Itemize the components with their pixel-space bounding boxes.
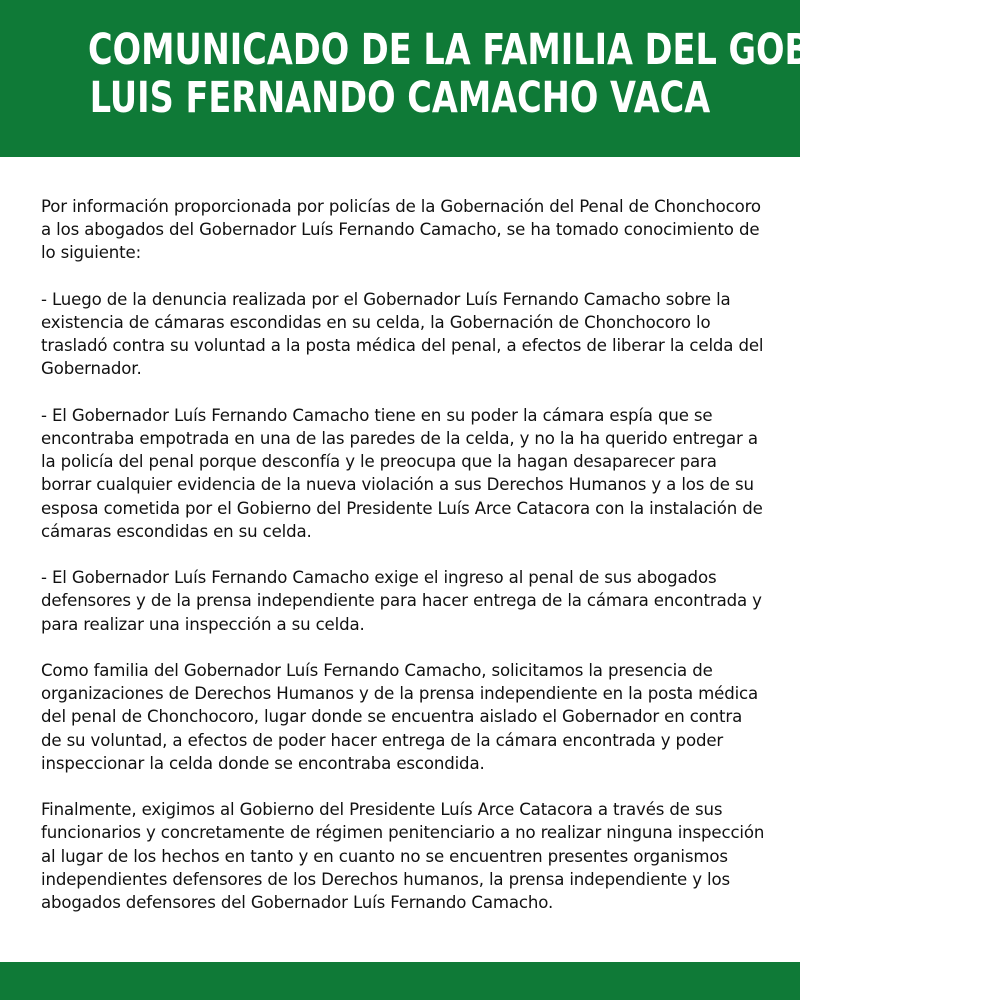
statement-body: [41, 195, 766, 937]
family-request-paragraph: Como familia del Gobernador Luís Fernando Camacho, solicitamos la presencia de organizaciones de Derechos Humanos y de la prensa independiente en la posta médica del penal de Chonchocoro, lugar donde se encuentra aislado el Gobernador en contra de su voluntad, a efectos de poder hacer entrega de la cámara encontrada y poder inspeccionar la celda donde se encontraba escondida.: [41, 661, 759, 773]
intro-paragraph: Por información proporcionada por policías de la Gobernación del Penal de Chonchocoro a los abogados del Gobernador Luís Fernando Camacho, se ha tomado conocimiento de lo siguiente:: [41, 197, 761, 263]
point-transfer-paragraph: - Luego de la denuncia realizada por el Gobernador Luís Fernando Camacho sobre la existencia de cámaras escondidas en su celda, la Gobernación de Chonchocoro lo trasladó contra su voluntad a la posta médica del penal, a efectos de liberar la celda del Gobernador.: [41, 289, 764, 379]
header-banner: [0, 0, 995, 157]
title-line-1: COMUNICADO DE LA FAMILIA DEL GOBERNADOR: [88, 25, 995, 75]
point-demand-paragraph: - El Gobernador Luís Fernando Camacho exige el ingreso al penal de sus abogados defensores y de la prensa independiente para hacer entrega de la cámara encontrada y para realizar una inspección a su celda.: [41, 568, 762, 634]
closing-paragraph: Finalmente, exigimos al Gobierno del Presidente Luís Arce Catacora a través de sus funcionarios y concretamente de régimen penitenciario a no realizar ninguna inspección al lugar de los hechos en tanto y en cuanto no se encuentren presentes organismos independientes defensores de los Derechos humanos, la prensa independiente y los abogados defensores del Gobernador Luís Fernando Camacho.: [41, 800, 765, 913]
footer-bar: [0, 962, 800, 1000]
point-camera-paragraph: - El Gobernador Luís Fernando Camacho tiene en su poder la cámara espía que se encontraba empotrada en una de las paredes de la celda, y no la ha querido entregar a la policía del penal porque desconfía y le preocupa que la hagan desaparecer para borrar cualquier evidencia de la nueva violación a sus Derechos Humanos y a los de su esposa cometida por el Gobierno del Presidente Luís Arce Catacora con la instalación de cámaras escondidas en su celda.: [41, 405, 763, 541]
title-line-2: LUIS FERNANDO CAMACHO VACA: [89, 73, 711, 123]
page-title: [88, 25, 995, 123]
